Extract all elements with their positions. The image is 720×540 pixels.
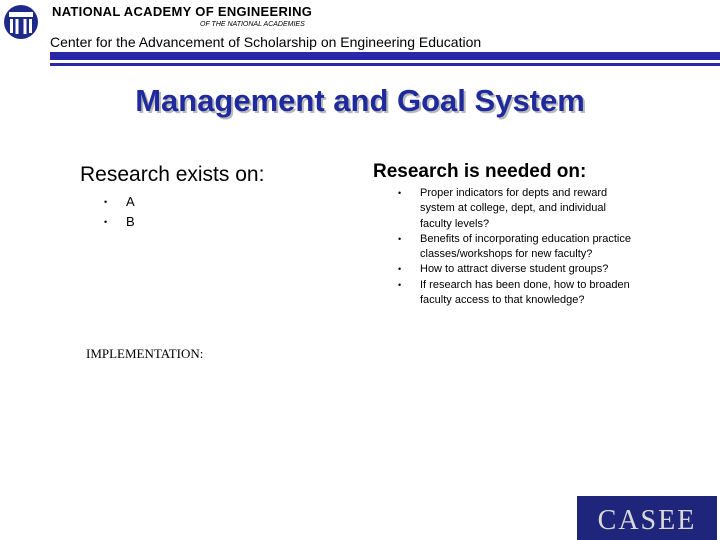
research-exists-heading: Research exists on: (80, 163, 265, 186)
header-band-thin (50, 63, 720, 66)
research-needed-list (398, 186, 638, 308)
center-name: Center for the Advancement of Scholarship on Engineering Education (50, 34, 482, 50)
list-item: • If research has been done, how to broaden faculty access to that knowledge? (398, 278, 638, 309)
nae-logo (3, 4, 39, 40)
org-name: NATIONAL ACADEMY OF ENGINEERING (52, 4, 313, 19)
list-item: • Benefits of incorporating education practice classes/workshops for new faculty? (398, 232, 638, 263)
list-item: • A (104, 192, 135, 212)
list-item: • B (104, 212, 135, 232)
casee-logo-text: CASEE (597, 505, 697, 536)
header-band (50, 52, 720, 60)
casee-logo (577, 496, 717, 540)
research-exists-list (104, 192, 135, 232)
page-title: Management and Goal System (135, 83, 585, 118)
implementation-label: IMPLEMENTATION: (86, 346, 204, 361)
list-item: • Proper indicators for depts and reward system at college, dept, and individual faculty levels? (398, 186, 638, 232)
list-item: • How to attract diverse student groups? (398, 262, 638, 277)
org-subtitle: OF THE NATIONAL ACADEMIES (200, 21, 305, 28)
research-needed-heading: Research is needed on: (373, 161, 587, 182)
